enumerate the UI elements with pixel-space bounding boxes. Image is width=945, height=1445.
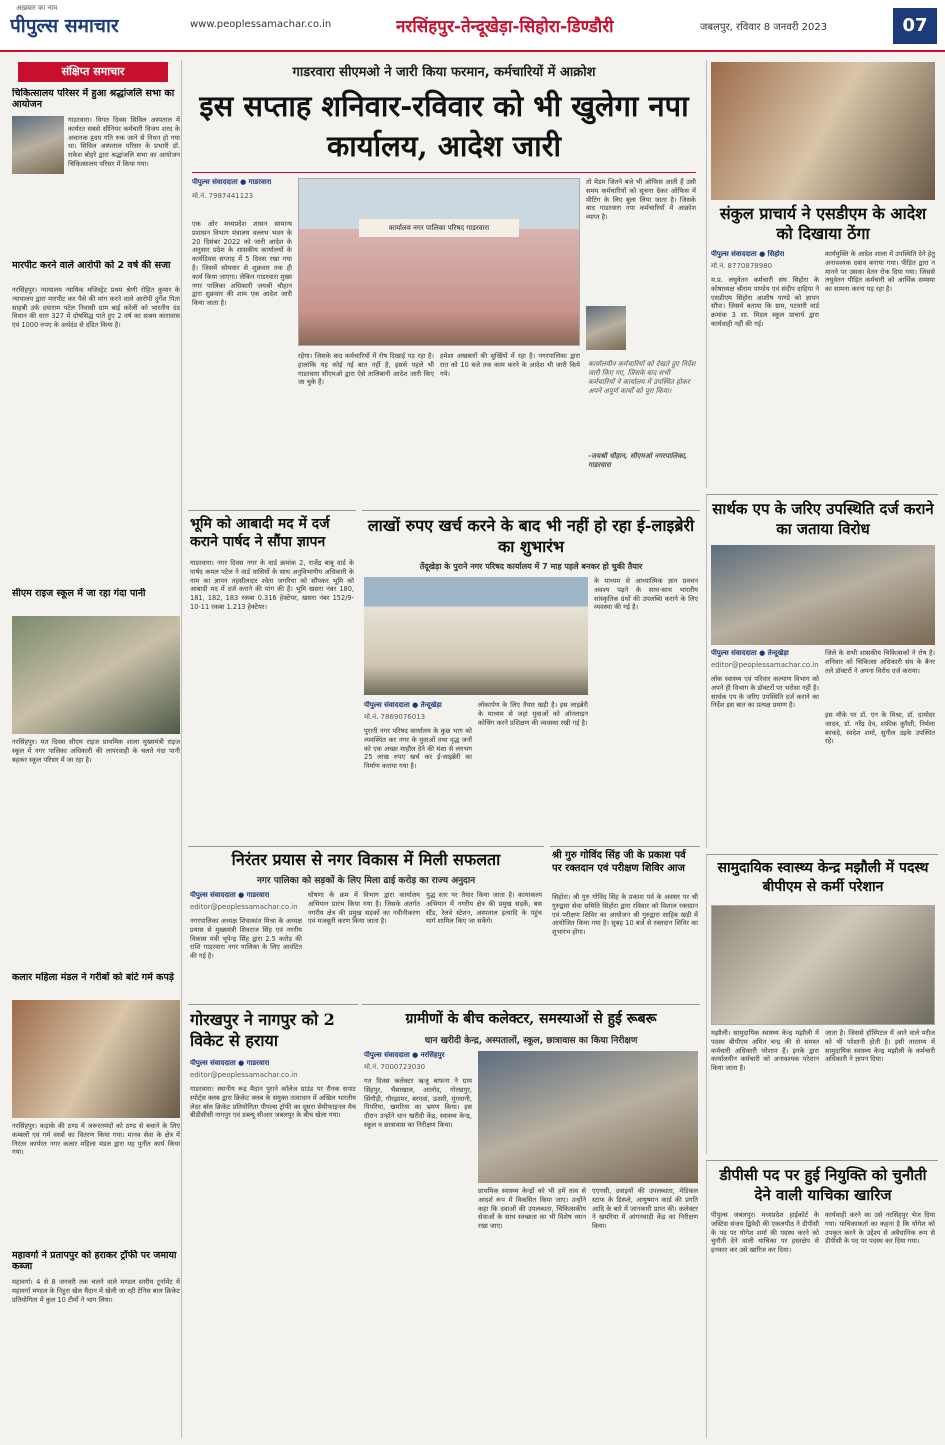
lead-kicker: गाडरवारा सीएमओ ने जारी किया फरमान, कर्मचारियों में आक्रोश xyxy=(292,65,596,80)
saarthak-text-1: जिले के सभी शासकीय चिकित्सकों ने रोष है। शनिवार को चिकित्सा अधिकारी संघ के बैनर तले डॉक्टरों ने अपना विरोध दर्ज कराया। xyxy=(825,649,935,675)
nagar-email: editor@peoplessamachar.co.in xyxy=(190,903,298,911)
nagar-story xyxy=(188,846,544,998)
library-byline: पीपुल्स संवाददाता ● तेन्दूखेड़ा xyxy=(364,701,442,709)
sankul-story xyxy=(706,60,938,488)
lead-byline: पीपुल्स संवाददाता ● गाडरवारा xyxy=(192,178,272,186)
samudayik-text-2: जाता है। जिससे हॉस्पिटल में आने वाले मरीज को भी परेशानी होती है। इसी तारतम्य में सामुदायिक स्वास्थ्य केन्द्र मझौली के कर्मचारी अधिकारी ने ज्ञापन दिया। xyxy=(825,1029,935,1064)
website-url[interactable]: www.peoplessamachar.co.in xyxy=(190,19,332,30)
news-photo xyxy=(711,545,935,645)
news-photo xyxy=(711,905,935,1025)
lead-story xyxy=(188,60,700,504)
nagar-text-3: युद्ध स्तर पर तैयार किया जाता है। कायाकल्प अभियान में नगरीय क्षेत्र की प्रमुख सड़कें, बस स्टैंड, रेलवे स्टेशन, अस्पताल इत्यादि के पहुंच मार्ग शामिल किए जा सकेंगे। xyxy=(426,891,542,926)
gorakhpur-story xyxy=(188,1004,358,1438)
brief-n4-title: कलार महिला मंडल ने गरीबों को बांटे गर्म कपड़े xyxy=(12,972,174,983)
brief-n4-text: नरसिंहपुर। कड़ाके की ठण्ड में जरूरतमंदों को ठण्ड से बचाने के लिए कम्बलों एवं गर्म वस्त्रों का वितरण किया गया। मानव सेवा के क्षेत्र में निरंतर कार्यरत नगर कलार महिला मंडल द्वारा यह पुनीत कार्य किया गया। xyxy=(12,1122,180,1157)
cmo-photo xyxy=(586,306,626,350)
cmo-quote-by: -जयश्री चौहान, सीएमओ नगरपालिका, गाडरवारा xyxy=(588,452,688,469)
collector-mobile: मो.नं. 7000723030 xyxy=(364,1063,426,1071)
page-number: 07 xyxy=(893,8,937,44)
news-photo xyxy=(12,616,180,734)
brief-n3-text: नरसिंहपुर। मत दिवस सीएम राइज प्राथमिक शाला मुख्यमंत्री राइज स्कूल में नगर पालिका अधिकारी की लापरवाही के चलते गंदा पानी बहकर स्कूल परिसर में जा रहा है। xyxy=(12,738,180,764)
collector-byline: पीपुल्स संवाददाता ● नरसिंहपुर xyxy=(364,1051,445,1059)
bhoomi-text: गाडरवारा। नगर दिवस नगर के वार्ड क्रमांक 2, राजेंद्र बाबू वार्ड के पार्षद कमल पटेल ने वार्ड वासियों के साथ अनुविभागीय अधिकारी के नाम का ज्ञापन तहसीलदार श्वेता जगरिया को सौंपकर भूमि को आबादी मद में दर्ज कराने की मांग की है। भूमि खसरा नंबर 180, 181, 182, 183 रकबा 0.316 हेक्टेयर, खसरा नंबर 152/9-10-11 रकबा 1.213 हेक्टेयर। xyxy=(190,559,354,611)
guru-story xyxy=(550,846,700,998)
nagar-headline: निरंतर प्रयास से नगर विकास में मिली सफलता xyxy=(231,850,501,869)
collector-text-2: प्राथमिक स्वास्थ्य केन्द्रों को भी हमें तत्व से आदर्श रूप में विकसित किया जाए। उन्होंने कहा कि दवाओं की उपलब्धता, चिकित्सकीय सेवाओं के साथ स्वच्छता का भी विशेष ध्यान रखा जाए। xyxy=(478,1187,586,1231)
news-photo xyxy=(711,62,935,200)
library-story xyxy=(362,510,700,840)
dpc-text-1: पीपुल्स जबलपुर। मध्यप्रदेश हाईकोर्ट के जस्टिस संजय द्विवेदी की एकलपीठ ने डीपीसी के पद पर योगेश शर्मा की पदस्थ करने को चुनौती देने वाली याचिका पर हस्तक्षेप से इनकार कर उसे खारिज कर दिया। xyxy=(711,1211,819,1255)
brief-n1-title: चिकित्सालय परिसर में हुआ श्रद्धांजलि सभा का आयोजन xyxy=(12,88,175,110)
office-photo xyxy=(298,178,580,346)
lead-text-2: रहेगा। जिसके बाद कर्मचारियों में रोष दिखाई पड़ रहा है। हालांकि यह कोई नई बात नहीं है, इससे पहले भी गाडरवारा सीएमओ द्वारा ऐसे तालिबानी आदेश जारी किए जा चुके हैं। xyxy=(298,352,434,387)
brief-n3-title: सीएम राइज स्कूल में जा रहा गंदा पानी xyxy=(12,588,146,599)
saarthak-byline: पीपुल्स संवाददाता ● तेन्दूखेड़ा xyxy=(711,649,789,657)
nagar-subhead: नगर पालिका को सड़कों के लिए मिला ढाई करोड़ का राज्य अनुदान xyxy=(256,876,476,886)
brief-n2-text: नरसिंहपुर। न्यायालय न्यायिक मजिस्ट्रेट प्रथम श्रेणी रोहित कुमार के न्यायालय द्वारा मारपीट कर पैसे की मांग करने वाले आरोपी दुर्गेश पिता साहबी उर्फ दयाराम पटेल निवासी ग्राम बाई करेली को भारतीय दंड विधान की धारा 327 में दोषसिद्ध पाते हुए 2 वर्ष का सश्रम कारावास एवं 1000 रुपए के अर्थदंड से दंडित किया है। xyxy=(12,286,180,330)
saarthak-story xyxy=(706,494,938,848)
collector-subhead: धान खरीदी केन्द्र, अस्पतालों, स्कूल, छात्रावास का किया निरीक्षण xyxy=(424,1036,638,1046)
gorakhpur-text-1: गाडरवारा। स्थानीय रूद्र मैदान पुराने कॉलेज ग्राउंड पर रौनक सपाट स्पोर्ट्स क्लब द्वारा क्रिकेट क्लब के संयुक्त तत्वाधान में अखिल भारतीय लेदर बॉल क्रिकेट प्रतियोगिता पीपल्स ट्रॉफी का दूसरा सेमीफाइनल मैच बीडीसीसी नागपुर एवं डब्ल्यू सीआर जबलपुर के बीच खेला गया। xyxy=(190,1085,356,1120)
sankul-text-2: कार्यमुक्ति के आदेश शाला में उपस्थिति देने हेतु अनावश्यक दबाव बनाया गया। पीड़ित द्वारा न मानने पर उसका वेतन रोक दिया गया। जिससे लघुवेतन पीड़ित कर्मचारी को आर्थिक समस्या का सामना करना पड़ रहा है। xyxy=(825,250,935,294)
news-photo xyxy=(12,1000,180,1118)
edition-date: जबलपुर, रविवार 8 जनवरी 2023 xyxy=(700,22,828,33)
news-photo xyxy=(12,116,64,174)
collector-text-1: गत दिवस कलेक्टर ऋजु बाफना ने ग्राम सिंहपुर, भैंसाखाल, आलोद, गोरखपुर, सिंगौड़ी, गौरझामर, बरगवां, ऊसरी, मुंगवानी, पिपरिया, खमरिया का भ्रमण किया। इस दौरान उन्होंने धान खरीदी केंद्र, स्वास्थ्य केन्द्र, स्कूल व छात्रावास का निरीक्षण किया। xyxy=(364,1077,472,1129)
sankul-headline: संकुल प्राचार्य ने एसडीएम के आदेश को दिखाया ठेंगा xyxy=(719,204,927,243)
page-header xyxy=(0,0,945,52)
sankul-text-1: म.प्र. लघुवेतन कर्मचारी संघ सिहोरा के कोषाध्यक्ष श्रीराम पाण्डेय एवं संदीप दाहिया ने एसडीएम सिहोरा आशीष पाण्डे को ज्ञापन सौंपा। जिसमें बताया कि ग्राम, पटवारी वार्ड क्रमांक 3 शा. मिडल स्कूल प्राचार्य द्वारा कार्यवाही नहीं की गई। xyxy=(711,276,819,328)
library-mobile: मो.नं. 7869076013 xyxy=(364,713,426,721)
collector-headline: ग्रामीणों के बीच कलेक्टर, समस्याओं से हुई रूबरू xyxy=(405,1011,657,1027)
gorakhpur-headline: गोरखपुर ने नागपुर को 2 विकेट से हराया xyxy=(190,1010,335,1050)
collector-story xyxy=(362,1004,700,1438)
samudayik-story xyxy=(706,854,938,1154)
sankul-mobile: मो.नं. 8770878980 xyxy=(711,262,773,270)
brief-n2-title: मारपीट करने वाले आरोपी को 2 वर्ष की सजा xyxy=(12,260,171,271)
dpc-headline: डीपीसी पद पर हुई नियुक्ति को चुनौती देने वाली याचिका खारिज xyxy=(719,1166,927,1204)
gorakhpur-email: editor@peoplessamachar.co.in xyxy=(190,1071,298,1079)
lead-rule xyxy=(192,172,696,173)
nagar-text-2: घोषणा के क्रम में विभाग द्वारा कार्यालय अभियान प्रारंभ किया गया है। जिसके अंतर्गत नगरीय क्षेत्र की प्रमुख सड़कों का नवीनीकरण एवं मजबूती करण किया जाता है। xyxy=(308,891,420,926)
lead-text-1: एक ओर मध्यप्रदेश शासन सामान्य प्रशासन विभाग मंत्रालय वल्लभ भवन के 20 दिसंबर 2022 को जारी आदेश के अनुसार प्रदेश के शासकीय कार्यालयों के कार्यदिवस सप्ताह में 5 दिवस रखा गया है। जिसमें सोमवार से शुक्रवार तक ही कार्य किया जाएगा। लेकिन गाडरवारा मुख्य नगर पालिका अधिकारी जयश्री चौहान द्वारा शुक्रवार की शाम एक आदेश जारी किया जाता है। xyxy=(192,220,292,308)
nagar-byline: पीपुल्स संवाददाता ● गाडरवारा xyxy=(190,891,270,899)
brief-n5-title: महावर्गा ने प्रतापपुर को हराकर ट्रॉफी पर जमाया कब्जा xyxy=(12,1250,177,1272)
collector-photo xyxy=(478,1051,698,1183)
lead-mobile: मो.नं. 7987441123 xyxy=(192,192,254,200)
collector-text-3: एएनसी, दवाइयों की उपलब्धता, मेडिकल स्टाफ के डिस्प्ले, आयुष्मान कार्ड की प्रगति आदि के बारे में जानकारी प्राप्त की। कलेक्टर ने खमरिया में आंगनवाड़ी केंद्र का निरीक्षण किया। xyxy=(592,1187,698,1231)
newspaper-logo: पीपुल्स समाचार xyxy=(10,15,119,37)
samudayik-headline: सामुदायिक स्वास्थ्य केन्द्र मझौली में पदस्थ बीपीएम से कर्मी परेशान xyxy=(717,860,929,895)
logo-tag: अख़बार का नाम xyxy=(16,4,58,12)
library-subhead: तेंदूखेड़ा के पुराने नगर परिषद कार्यालय में 7 माह पहले बनकर हो चुकी तैयार xyxy=(419,562,643,571)
nagar-text-1: नगरपालिका अध्यक्ष शिवाकांत मिश्रा के अध्यक्ष प्रयास से मुख्यमंत्री शिवराज सिंह एवं नगरीय विकास मंत्री भूपेन्द्र सिंह द्वारा 2.5 करोड़ की राशि गाडरवारा नगर पालिका के लिए आवंटित की गई है। xyxy=(190,917,302,961)
brief-header: संक्षिप्त समाचार xyxy=(18,62,168,82)
library-text-2: लोकार्पण के लिए तैयार खड़ी है। इस लाइब्रेरी के माध्यम से जहां युवाओं को ऑनलाइन कोचिंग करने प्रशिक्षण की व्यवस्था रखी गई है। xyxy=(478,701,588,727)
bhoomi-headline: भूमि को आबादी मद में दर्ज कराने पार्षद ने सौंपा ज्ञापन xyxy=(190,516,330,550)
district-title: नरसिंहपुर-तेन्दूखेड़ा-सिहोरा-डिण्डौरी xyxy=(396,17,614,37)
lead-headline: इस सप्ताह शनिवार-रविवार को भी खुलेगा नपा कार्यालय, आदेश जारी xyxy=(199,89,689,163)
cmo-quote: कार्यालयीन कर्मचारियों को देखते हुए निर्देश जारी किए गए, जिसके बाद सभी कर्मचारियों ने कार्यालय में उपस्थित होकर अपने अपूर्ण कार्यों को पूरा किया। xyxy=(588,360,696,395)
saarthak-headline: सार्थक एप के जरिए उपस्थिति दर्ज कराने का जताया विरोध xyxy=(712,500,934,538)
brief-n1-text: गाडरवारा। विगत दिवस सिविल अस्पताल में कार्यरत सबसे सीनियर कर्मचारी विजय शरद के अचानक हृदय गति रुक जाने से निधन हो गया था। सिविल अस्पताल परिसर के प्रभारी डॉ. राकेश बोहरे द्वारा श्रद्धांजलि सभा का आयोजन चिकित्सालय परिसर में किया गया। xyxy=(68,116,180,168)
library-headline: लाखों रुपए खर्च करने के बाद भी नहीं हो रहा ई-लाइब्रेरी का शुभारंभ xyxy=(367,516,695,556)
lead-text-4: तो मेडम जितने बजे भी ऑफिस आती हैं उसी समय कर्मचारियों को सूचना देकर ऑफिस में मीटिंग के लिए बुला लिया जाता है। जिसके बाद गाडरवारा नपा कर्मचारियों में आक्रोश व्याप्त है। xyxy=(586,178,696,222)
gorakhpur-byline: पीपुल्स संवाददाता ● गाडरवारा xyxy=(190,1059,270,1067)
samudayik-text-1: मझौली। सामुदायिक स्वास्थ्य केन्द्र मझौली में पदस्थ बीपीएम अमित चन्द्र की से समस्त कर्मचारी अधिकारी परेशान हैं। इनके द्वारा कार्यालयीन कर्मचारी को अनावश्यक परेशान किया जाता है। xyxy=(711,1029,819,1073)
library-text-1: पुरानी नगर परिषद कार्यालय के कुछ भाग को व्यवस्थित कर नगर के युवाओं तथा वृद्ध जनों को एक अच्छा माहौल देने की मंशा से लगभग 25 लाख रुपए खर्च कर ई-लाइब्रेरी का निर्माण कराया गया है। xyxy=(364,727,472,771)
office-sign: कार्यालय नगर पालिका परिषद गाडरवारा xyxy=(359,219,519,237)
saarthak-text-3: इस मौके पर डॉ. एन के मिश्रा, डॉ. दामोदर जादव, डॉ. नरेंद्र देव, शफ़ीक कुरैशी, निर्मला बरकड़े, स्वदेश शर्मा, सुनील उइके उपस्थित रहे। xyxy=(825,711,935,746)
brief-n5-text: महावर्गा। 4 से 8 जनवरी तक चलने वाले मण्डल स्तरीय टूर्नामेंट में महावर्गा मण्डल के निहुरा खेल मैदान में खेली जा रही टेनिस बाल क्रिकेट प्रतियोगिता में कुल 10 टीमों ने भाग लिया। xyxy=(12,1278,180,1304)
brief-column xyxy=(10,60,182,1438)
saarthak-text-2: लोक स्वास्थ्य एवं परिवार कल्याण विभाग को अपने ही विभाग के डॉक्टरों पर भरोसा नहीं है। सार्थक एप के जरिए उपस्थिति दर्ज कराने का निर्देश इस बात का प्रत्यक्ष प्रमाण है। xyxy=(711,675,819,710)
guru-headline: श्री गुरु गोविंद सिंह जी के प्रकाश पर्व पर रक्तदान एवं परीक्षण शिविर आज xyxy=(552,850,686,874)
lead-text-3: हमेशा अखबारों की सुर्खियों में रहा है। नगरपालिका द्वारा रात को 10 बजे तक काम करने के आदेश भी जारी किये गये। xyxy=(440,352,580,378)
saarthak-email: editor@peoplessamachar.co.in xyxy=(711,661,819,669)
guru-text: सिहोरा। श्री गुरु गोविंद सिंह के प्रकाश पर्व के अवसर पर श्री गुरुद्वारा सेवा समिति सिहोरा द्वारा रविवार को विशाल रक्तदान एवं परीक्षण शिविर का आयोजन श्री गुरुद्वारा साहिब खड़ी में आयोजित किया गया है। सुबह 10 बजे से रक्तदान शिविर का शुभारंभ होगा। xyxy=(552,893,698,937)
library-photo xyxy=(364,577,588,695)
library-text-3: के माध्यम से आध्यात्मिक ज्ञान प्रवचन अवश्य पढ़ने के साथ-साथ भारतीय सांस्कृतिक ग्रंथों की उपलब्धि कराने के लिए व्यवस्था की गई है। xyxy=(594,577,698,612)
bhoomi-story xyxy=(188,510,356,840)
dpc-text-2: कार्यवाही करने का उसे नरसिंहपुर भेज दिया गया। याचिकाकर्ता का कहना है कि योगेश को उपकृत करने के उद्देश्य से अवैधानिक रूप से डीपीसी के पद पर पदस्थ कर दिया गया। xyxy=(825,1211,935,1246)
sankul-byline: पीपुल्स संवाददाता ● सिहोरा xyxy=(711,250,785,258)
dpc-story xyxy=(706,1160,938,1438)
